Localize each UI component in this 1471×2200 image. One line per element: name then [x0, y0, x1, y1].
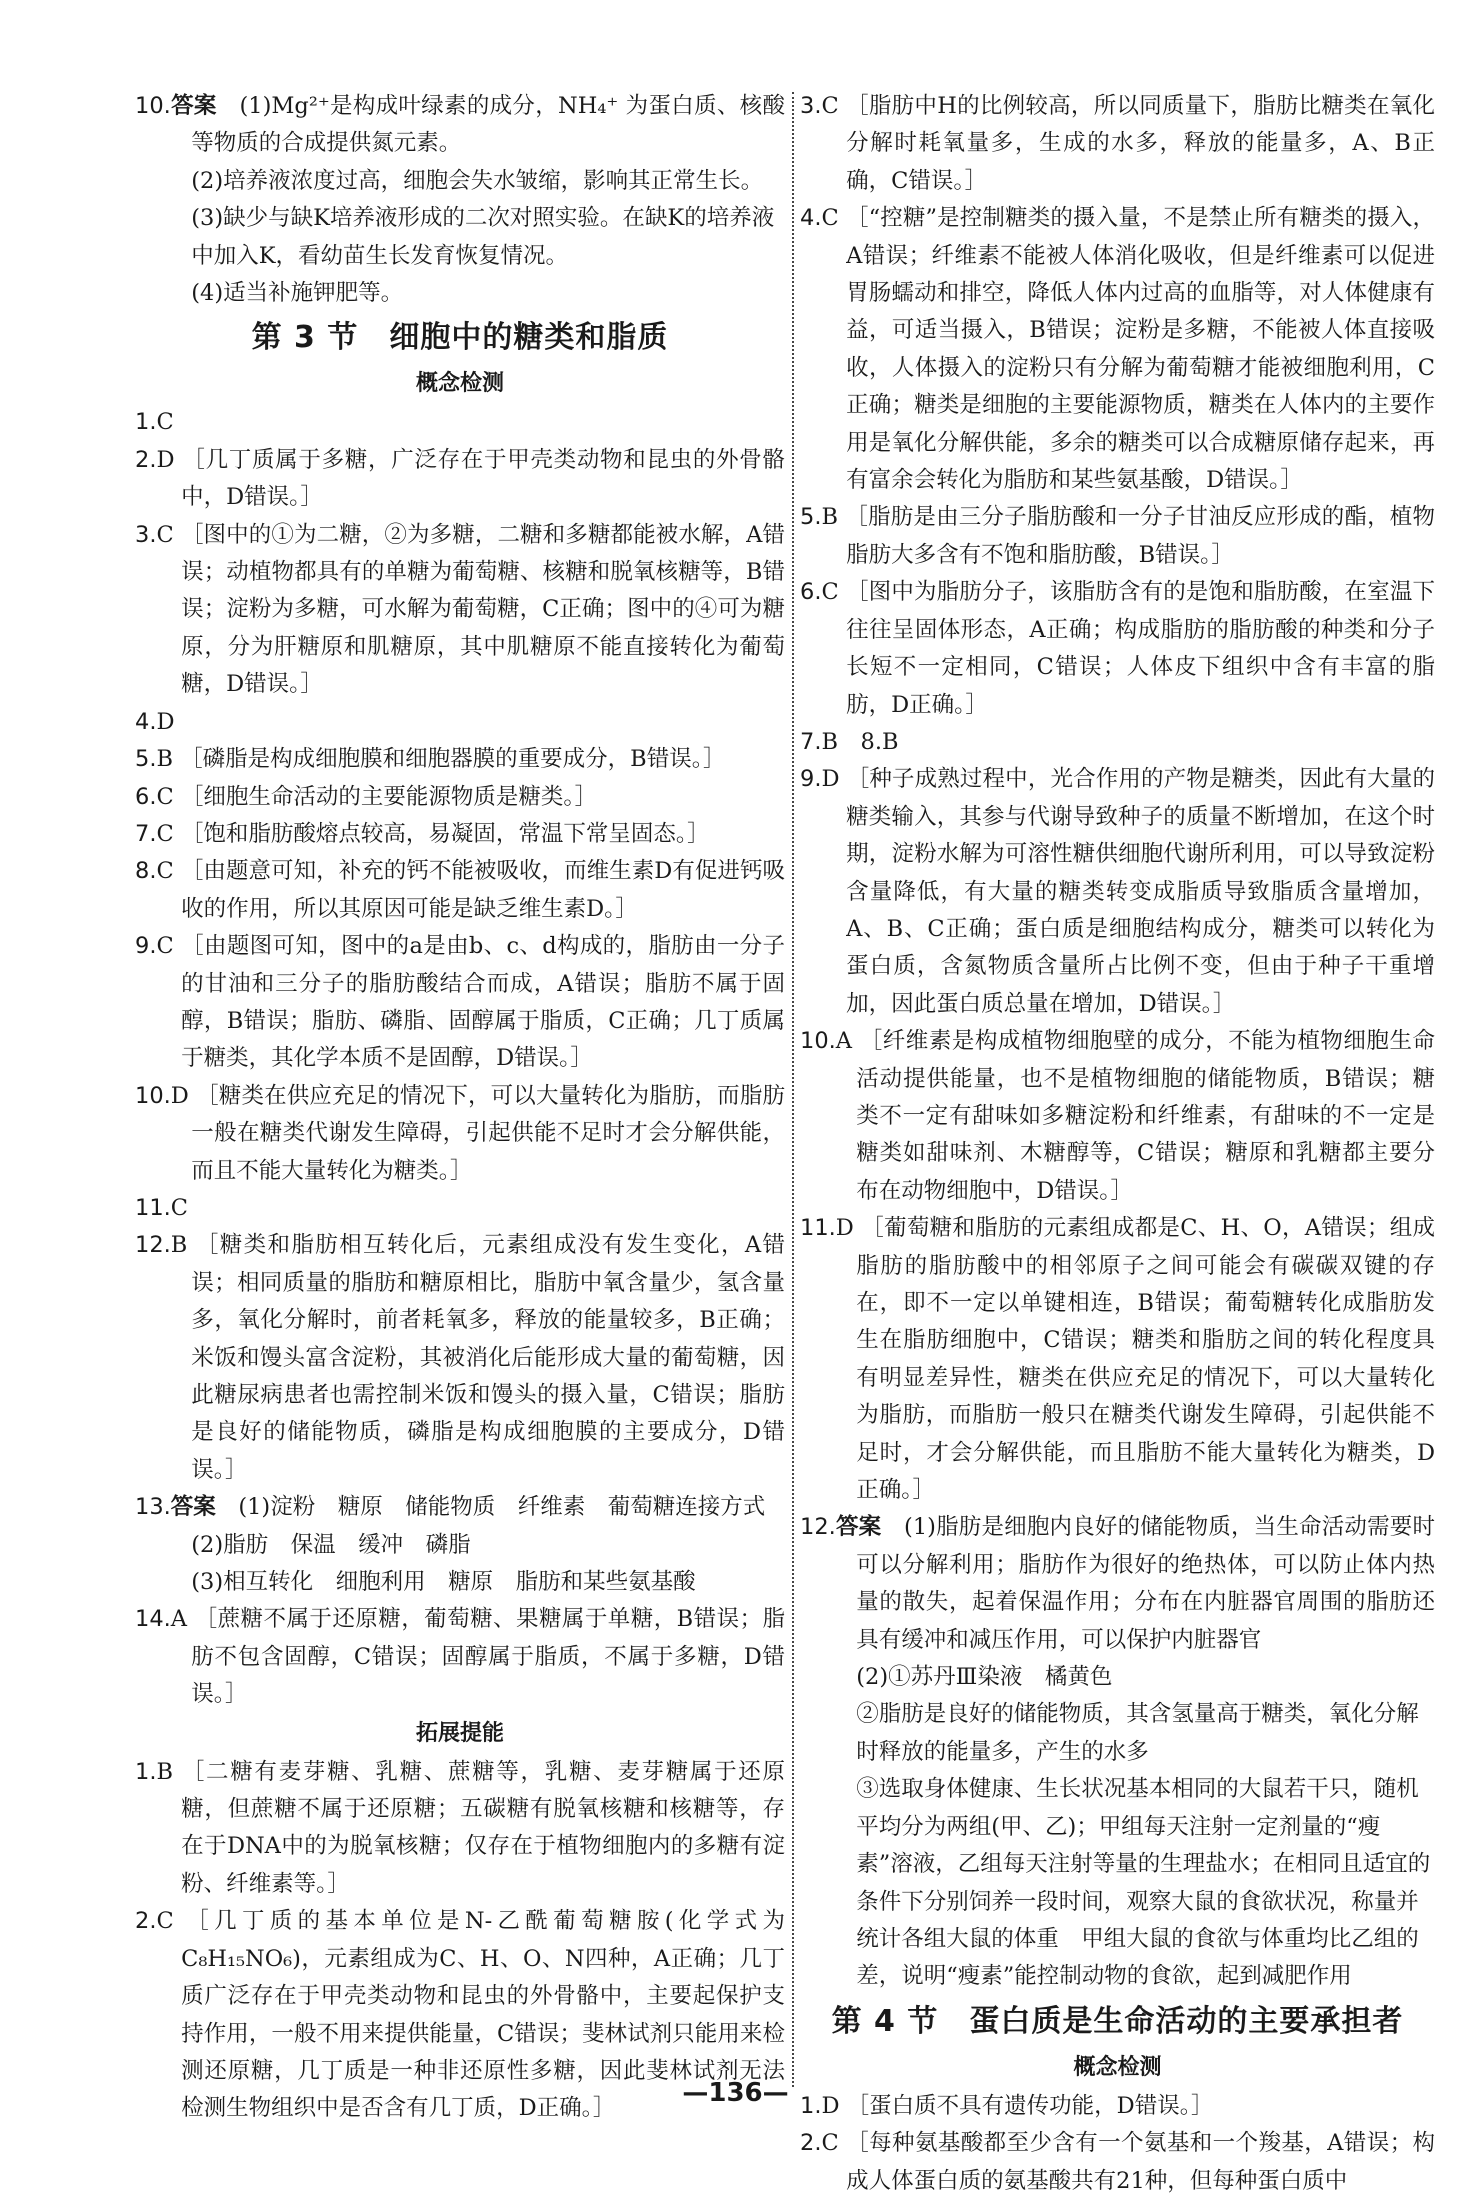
answer-12 — [800, 1509, 1435, 1659]
item-text: B ［磷脂是构成细胞膜和细胞器膜的重要成分，B错误。］ — [156, 746, 726, 773]
list-item — [800, 761, 1435, 1023]
right-column — [800, 88, 1435, 2200]
item-number: 4. — [800, 205, 822, 232]
section-4-title: 第 4 节 蛋白质是生命活动的主要承担者 — [831, 2003, 1404, 2039]
item-text: C ［饱和脂肪酸熔点较高，易凝固，常温下常呈固态。］ — [156, 820, 710, 847]
list-item — [135, 1078, 785, 1190]
answer-line: ③选取身体健康、生长状况基本相同的大鼠若干只，随机平均分为两组(甲、乙)；甲组每天注射一定剂量的“瘦素”溶液，乙组每天注射等量的生理盐水；在相同且适宜的条件下分别饲养一段时间，观察大鼠的食欲状况，称量并统计各组大鼠的体重 甲组大鼠的食欲与体重均比乙组的差，说明“瘦素”能控制动物的食欲，起到减肥作用 — [856, 1776, 1431, 1990]
answer-label: 答案 — [170, 93, 217, 119]
item-number: 5. — [800, 504, 822, 531]
concept-check-title: 概念检测 — [415, 371, 504, 397]
item-number: 13. — [135, 1494, 171, 1521]
item-text: A ［蔗糖不属于还原糖，葡萄糖、果糖属于单糖，B错误；脂肪不包含固醇，C错误；固醇属于脂质，不属于多糖，D错误。］ — [170, 1606, 785, 1708]
item-number: 9. — [135, 933, 157, 960]
item-text: B 8.B — [821, 728, 899, 755]
item-number: 7. — [800, 728, 822, 755]
list-item — [135, 741, 785, 778]
item-text: D ［种子成熟过程中，光合作用的产物是糖类，因此有大量的糖类输入，其参与代谢导致种子的质量不断增加，在这个时期，淀粉水解为可溶性糖供细胞代谢所利用，可以导致淀粉含量降低，有大量的糖类转变成脂质导致脂质含量增加，A、B、C正确；蛋白质是细胞结构成分，糖类可以转化为蛋白质，含氮物质含量所占比例不变，但由于种子干重增加，因此蛋白质总量在增加，D错误。］ — [821, 766, 1435, 1017]
item-number: 9. — [800, 766, 822, 793]
answer-label: 答案 — [835, 1514, 882, 1541]
list-item — [800, 724, 1435, 761]
item-number: 10. — [135, 1082, 171, 1109]
item-text: C ［由题图可知，图中的a是由b、c、d构成的，脂肪由一分子的甘油和三分子的脂肪酸结合而成，A错误；脂肪不属于固醇，B错误；脂肪、磷脂、固醇属于脂质，C正确；几丁质属于糖类，其化学本质不是固醇，D错误。］ — [156, 933, 785, 1072]
item-number: 14. — [135, 1606, 171, 1633]
item-number: 7. — [135, 820, 157, 847]
list-item — [135, 404, 785, 441]
item-number: 6. — [135, 783, 157, 810]
item-number: 2. — [800, 2130, 822, 2157]
item-number: 8. — [135, 858, 157, 885]
answer-line: (3)相互转化 细胞利用 糖原 脂肪和某些氨基酸 — [191, 1569, 696, 1596]
answer-label: 答案 — [170, 1494, 216, 1521]
item-text: C ［每种氨基酸都至少含有一个氨基和一个羧基，A错误；构成人体蛋白质的氨基酸共有21种，但每种蛋白质中 — [821, 2130, 1435, 2194]
list-item — [800, 200, 1435, 499]
list-item — [135, 517, 785, 704]
answer-line: (2)①苏丹Ⅲ染液 橘黄色 — [856, 1664, 1113, 1691]
list-item — [800, 1210, 1435, 1509]
answer-10 — [135, 88, 785, 163]
list-item — [135, 779, 785, 816]
item-number: 3. — [800, 93, 822, 119]
item-text: B ［糖类和脂肪相互转化后，元素组成没有发生变化，A错误；相同质量的脂肪和糖原相比，脂肪中氧含量少，氢含量多，氧化分解时，前者耗氧多，释放的能量较多，B正确；米饭和馒头富含淀粉，其被消化后能形成大量的葡萄糖，因此糖尿病患者也需控制米饭和馒头的摄入量，C错误；脂肪是良好的储能物质，磷脂是构成细胞膜的主要成分，D错误。］ — [170, 1232, 785, 1483]
item-number: 10. — [135, 93, 171, 119]
item-number: 2. — [135, 1908, 157, 1935]
column-divider — [792, 92, 794, 2087]
item-number: 1. — [800, 2092, 822, 2119]
item-number: 5. — [135, 746, 157, 773]
list-item — [135, 1190, 785, 1227]
item-text: C ［图中为脂肪分子，该脂肪含有的是饱和脂肪酸，在室温下往往呈固体形态，A正确；构成脂肪的脂肪酸的种类和分子长短不一定相同，C错误；人体皮下组织中含有丰富的脂肪，D正确。］ — [821, 579, 1435, 718]
answer-line: (4)适当补施钾肥等。 — [191, 280, 404, 307]
list-item — [135, 1227, 785, 1489]
item-number: 2. — [135, 446, 157, 473]
item-number: 11. — [135, 1194, 171, 1221]
item-text: C ［图中的①为二糖，②为多糖，二糖和多糖都能被水解，A错误；动植物都具有的单糖为葡萄糖、核糖和脱氧核糖等，B错误；淀粉为多糖，可水解为葡萄糖，C正确；图中的④可为糖原，分为肝糖原和肌糖原，其中肌糖原不能直接转化为葡萄糖，D错误。］ — [156, 521, 785, 698]
item-text: B ［二糖有麦芽糖、乳糖、蔗糖等，乳糖、麦芽糖属于还原糖，但蔗糖不属于还原糖；五碳糖有脱氧核糖和核糖等，存在于DNA中的为脱氧核糖；仅存在于植物细胞内的多糖有淀粉、纤维素等。］ — [156, 1758, 785, 1897]
page-number: —136— — [682, 2078, 789, 2108]
item-number: 6. — [800, 579, 822, 606]
item-number: 1. — [135, 409, 157, 436]
item-text: C ［脂肪中H的比例较高，所以同质量下，脂肪比糖类在氧化分解时耗氧量多，生成的水多，释放的能量多，A、B正确，C错误。］ — [821, 93, 1435, 194]
list-item — [800, 2125, 1435, 2200]
item-text: D — [156, 708, 175, 735]
item-number: 1. — [135, 1758, 157, 1785]
list-item — [135, 1601, 785, 1713]
left-column — [135, 88, 785, 2128]
item-text: C ［细胞生命活动的主要能源物质是糖类。］ — [156, 783, 598, 810]
expand-items-list — [135, 1754, 785, 2128]
section-3-title: 第 3 节 细胞中的糖类和脂质 — [251, 320, 669, 356]
list-item — [800, 574, 1435, 724]
item-number: 11. — [800, 1215, 836, 1242]
answer-line: (2)脂肪 保温 缓冲 磷脂 — [191, 1531, 471, 1558]
item-number: 4. — [135, 708, 157, 735]
answer-line: (1)Mg²⁺是构成叶绿素的成分，NH₄⁺ 为蛋白质、核酸等物质的合成提供氮元素。 — [191, 93, 785, 157]
answer-line: (1)脂肪是细胞内良好的储能物质，当生命活动需要时可以分解利用；脂肪作为很好的绝热体，可以防止体内热量的散失，起着保温作用；分布在内脏器官周围的脂肪还具有缓冲和减压作用，可以保护内脏器官 — [856, 1514, 1435, 1653]
list-item — [135, 853, 785, 928]
answer-line: (1)淀粉 糖原 储能物质 纤维素 葡萄糖连接方式 — [238, 1494, 766, 1521]
answer-line: (2)培养液浓度过高，细胞会失水皱缩，影响其正常生长。 — [191, 167, 764, 194]
item-text: A ［纤维素是构成植物细胞壁的成分，不能为植物细胞生命活动提供能量，也不是植物细胞的储能物质，B错误；糖类不一定有甜味如多糖淀粉和纤维素，有甜味的不一定是糖类如甜味剂、木糖醇等，C错误；糖原和乳糖都主要分布在动物细胞中，D错误。］ — [835, 1028, 1435, 1204]
item-number: 12. — [135, 1232, 171, 1259]
item-text: D ［蛋白质不具有遗传功能，D错误。］ — [821, 2092, 1214, 2119]
item-text: D ［几丁质属于多糖，广泛存在于甲壳类动物和昆虫的外骨骼中，D错误。］ — [156, 446, 785, 511]
left-items-list — [135, 404, 785, 1489]
right-items-list — [800, 88, 1435, 1509]
item-text: D ［糖类在供应充足的情况下，可以大量转化为脂肪，而脂肪一般在糖类代谢发生障碍，引起供能不足时才会分解供能，而且不能大量转化为糖类。］ — [170, 1082, 785, 1184]
list-item — [800, 499, 1435, 574]
list-item — [800, 88, 1435, 200]
item-text: C ［几丁质的基本单位是N-乙酰葡萄糖胺(化学式为C₈H₁₅NO₆)，元素组成为C、H、O、N四种，A正确；几丁质广泛存在于甲壳类动物和昆虫的外骨骼中，主要起保护支持作用，一般不用来提供能量，C错误；斐林试剂只能用来检测还原糖，几丁质是一种非还原性多糖，因此斐林试剂无法检测生物组织中是否含有几丁质，D正确。］ — [156, 1908, 785, 2122]
item-text: C ［“控糖”是控制糖类的摄入量，不是禁止所有糖类的摄入，A错误；纤维素不能被人体消化吸收，但是纤维素可以促进胃肠蠕动和排空，降低人体内过高的血脂等，对人体健康有益，可适当摄入，B错误；淀粉是多糖，不能被人体直接吸收，人体摄入的淀粉只有分解为葡萄糖才能被细胞利用，C正确；糖类是细胞的主要能源物质，糖类在人体内的主要作用是氧化分解供能，多余的糖类可以合成糖原储存起来，再有富余会转化为脂肪和某些氨基酸，D错误。］ — [821, 205, 1435, 494]
list-item — [135, 928, 785, 1078]
item-text: D ［葡萄糖和脂肪的元素组成都是C、H、O，A错误；组成脂肪的脂肪酸中的相邻原子之间可能会有碳碳双键的存在，即不一定以单键相连，B错误；葡萄糖转化成脂肪发生在脂肪细胞中，C错误；糖类和脂肪之间的转化程度具有明显差异性，糖类在供应充足的情况下，可以大量转化为脂肪，而脂肪一般只在糖类代谢发生障碍，引起供能不足时，才会分解供能，而且脂肪不能大量转化为糖类，D正确。］ — [835, 1215, 1435, 1504]
item-text: C ［由题意可知，补充的钙不能被吸收，而维生素D有促进钙吸收的作用，所以其原因可能是缺乏维生素D。］ — [156, 858, 785, 922]
answer-line: (3)缺少与缺K培养液形成的二次对照实验。在缺K的培养液中加入K，看幼苗生长发育恢复情况。 — [191, 205, 775, 269]
list-item — [135, 1754, 785, 1904]
list-item — [135, 816, 785, 853]
item-text: B ［脂肪是由三分子脂肪酸和一分子甘油反应形成的酯，植物脂肪大多含有不饱和脂肪酸，B错误。］ — [821, 504, 1435, 568]
item-number: 3. — [135, 521, 157, 548]
expand-title: 拓展提能 — [415, 1720, 504, 1746]
concept-check-title: 概念检测 — [1073, 2054, 1162, 2080]
list-item — [135, 442, 785, 517]
list-item — [135, 704, 785, 741]
item-text: C — [170, 1194, 189, 1221]
list-item — [800, 1023, 1435, 1210]
item-number: 12. — [800, 1514, 836, 1541]
answer-13 — [135, 1489, 785, 1526]
item-number: 10. — [800, 1028, 836, 1055]
item-text: C — [156, 409, 174, 436]
answer-line: ②脂肪是良好的储能物质，其含氢量高于糖类，氧化分解时释放的能量多，产生的水多 — [856, 1701, 1419, 1765]
